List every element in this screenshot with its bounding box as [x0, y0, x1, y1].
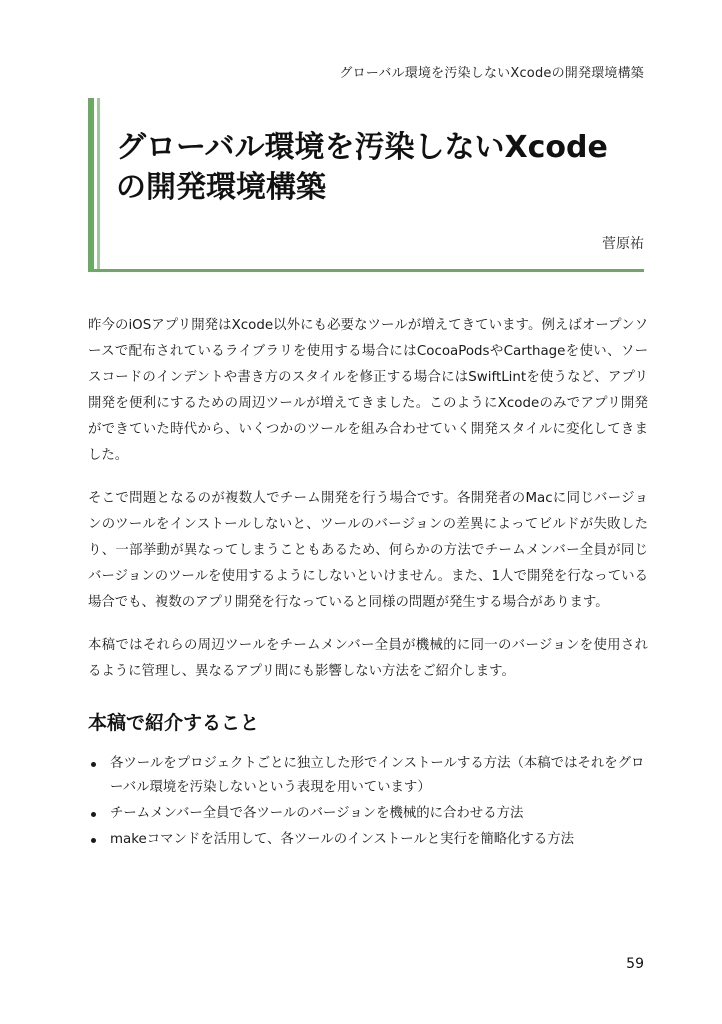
paragraph: 本稿ではそれらの周辺ツールをチームメンバー全員が機械的に同一のバージョンを使用されるように管理し、異なるアプリ間にも影響しない方法をご紹介します。: [88, 638, 648, 679]
bullet-item: [88, 828, 648, 852]
bullet-text: 各ツールをプロジェクトごとに独立した形でインストールする方法（本稿ではそれをグローバル環境を汚染しないという表現を用いています）: [110, 756, 645, 795]
page-title-line-2: の開発環境構築: [116, 170, 326, 205]
bullet-text: チームメンバー全員で各ツールのバージョンを機械的に合わせる方法: [110, 806, 524, 821]
bullet-text: makeコマンドを活用して、各ツールのインストールと実行を簡略化する方法: [110, 832, 575, 847]
title-block: [88, 98, 644, 272]
bullet-dot-icon: [91, 838, 96, 843]
bullet-list: [88, 752, 648, 854]
paragraph: そこで問題となるのが複数人でチーム開発を行う場合です。各開発者のMacに同じバージョンのツールをインストールしないと、ツールのバージョンの差異によってビルドが失敗したり、一部挙動が異なってしまうこともあるため、何らかの方法でチームメンバー全員が同じバージョンのツールを使用するようにしないといけません。また、1人で開発を行なっている場合でも、複数のアプリ開発を行なっていると同様の問題が発生する場合があります。: [88, 491, 648, 610]
bullet-item: [88, 802, 648, 826]
bullet-dot-icon: [91, 762, 96, 767]
title-underline: [88, 269, 644, 272]
running-header: グローバル環境を汚染しないXcodeの開発環境構築: [339, 66, 644, 81]
body-text: [88, 313, 648, 702]
section-heading: 本稿で紹介すること: [88, 712, 260, 734]
author-name: 菅原祐: [602, 236, 644, 252]
title-accent-bar: [88, 98, 94, 272]
bullet-item: [88, 752, 648, 800]
page-number: 59: [626, 956, 644, 972]
paragraph: 昨今のiOSアプリ開発はXcode以外にも必要なツールが増えてきています。例えばオープンソースで配布されているライブラリを使用する場合にはCocoaPodsやCarthageを使い、ソースコードのインデントや書き方のスタイルを修正する場合にはSwiftLintを使うなど、アプリ開発を便利にするための周辺ツールが増えてきました。このようにXcodeのみでアプリ開発ができていた時代から、いくつかのツールを組み合わせていく開発スタイルに変化してきました。: [88, 318, 648, 463]
page-title-line-1: グローバル環境を汚染しないXcode: [116, 130, 608, 165]
bullet-dot-icon: [91, 812, 96, 817]
page-title: [116, 128, 636, 208]
title-accent-bar-light: [97, 98, 100, 272]
